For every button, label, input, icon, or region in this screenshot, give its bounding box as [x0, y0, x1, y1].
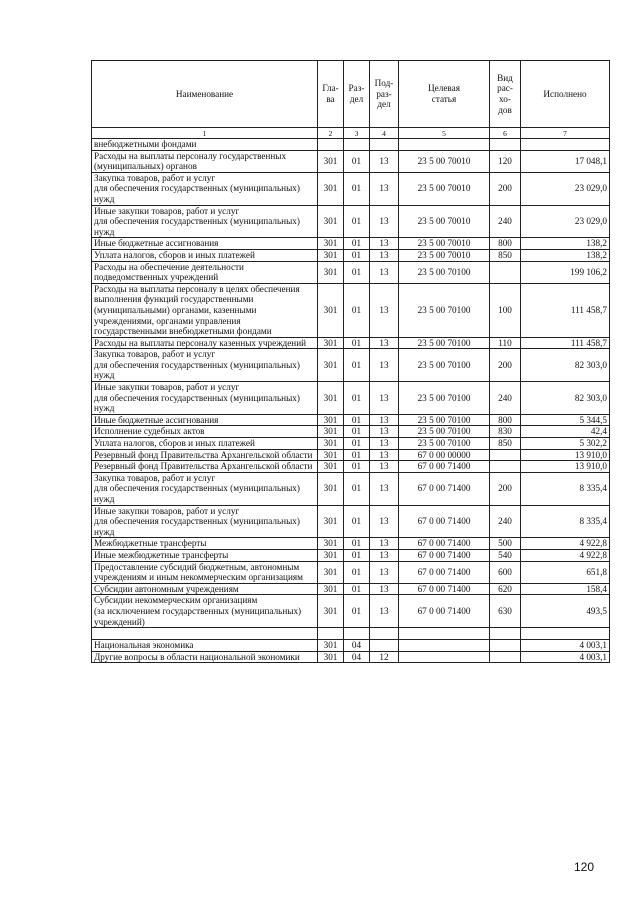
row-vid [490, 449, 521, 461]
row-razdel: 01 [344, 538, 370, 550]
row-glava: 301 [318, 438, 344, 450]
row-target: 23 5 00 70010 [399, 249, 490, 261]
row-razdel: 01 [344, 337, 370, 349]
row-target: 67 0 00 71400 [399, 538, 490, 550]
row-name: Иные закупки товаров, работ и услуг для обеспечения государственных (муниципальных) нужд [92, 505, 318, 538]
table-row [92, 172, 610, 205]
row-name: Закупка товаров, работ и услуг для обеспечения государственных (муниципальных) нужд [92, 172, 318, 205]
row-podrazdel: 13 [370, 583, 399, 595]
header-name: Наименование [92, 61, 318, 128]
row-name: Исполнение судебных актов [92, 426, 318, 438]
row-razdel: 01 [344, 238, 370, 250]
row-glava: 301 [318, 505, 344, 538]
row-executed: 8 335,4 [521, 472, 610, 505]
row-vid: 540 [490, 549, 521, 561]
row-podrazdel: 13 [370, 438, 399, 450]
row-target: 67 0 00 71400 [399, 461, 490, 473]
column-number: 6 [490, 128, 521, 139]
row-executed: 111 458,7 [521, 337, 610, 349]
row-podrazdel: 13 [370, 172, 399, 205]
row-vid: 600 [490, 561, 521, 583]
row-executed: 13 910,0 [521, 461, 610, 473]
row-razdel: 01 [344, 583, 370, 595]
row-executed: 4 003,1 [521, 651, 610, 663]
table-row [92, 505, 610, 538]
row-executed: 138,2 [521, 249, 610, 261]
row-executed: 111 458,7 [521, 283, 610, 337]
row-vid [490, 261, 521, 283]
row-name: Субсидии автономным учреждениям [92, 583, 318, 595]
row-target: 67 0 00 71400 [399, 549, 490, 561]
row-podrazdel: 13 [370, 472, 399, 505]
row-vid: 830 [490, 426, 521, 438]
row-glava: 301 [318, 538, 344, 550]
row-vid: 240 [490, 382, 521, 415]
row-glava: 301 [318, 205, 344, 238]
table-row [92, 337, 610, 349]
row-razdel: 01 [344, 261, 370, 283]
row-vid [490, 651, 521, 663]
row-executed: 5 302,2 [521, 438, 610, 450]
row-target: 23 5 00 70010 [399, 150, 490, 172]
row-podrazdel: 13 [370, 414, 399, 426]
table-row [92, 261, 610, 283]
row-target: 67 0 00 71400 [399, 472, 490, 505]
row-name: Расходы на выплаты персоналу казенных учреждений [92, 337, 318, 349]
table-row [92, 538, 610, 550]
row-glava: 301 [318, 249, 344, 261]
row-podrazdel: 13 [370, 595, 399, 628]
row-executed: 8 335,4 [521, 505, 610, 538]
row-razdel: 01 [344, 561, 370, 583]
row-vid: 800 [490, 414, 521, 426]
table-row [92, 150, 610, 172]
row-executed: 42,4 [521, 426, 610, 438]
row-name: Иные закупки товаров, работ и услуг для обеспечения государственных (муниципальных) нужд [92, 205, 318, 238]
row-razdel [344, 628, 370, 640]
row-name: Расходы на обеспечение деятельности подведомственных учреждений [92, 261, 318, 283]
row-target: 23 5 00 70100 [399, 426, 490, 438]
row-target: 23 5 00 70100 [399, 337, 490, 349]
row-glava [318, 628, 344, 640]
column-number-row [92, 128, 610, 139]
row-podrazdel: 13 [370, 382, 399, 415]
row-target [399, 640, 490, 652]
row-name: Уплата налогов, сборов и иных платежей [92, 438, 318, 450]
row-glava: 301 [318, 595, 344, 628]
column-number: 2 [318, 128, 344, 139]
row-name: Иные бюджетные ассигнования [92, 414, 318, 426]
row-executed: 23 029,0 [521, 205, 610, 238]
header-row [92, 61, 610, 128]
row-glava: 301 [318, 283, 344, 337]
table-row [92, 640, 610, 652]
table-row [92, 628, 610, 640]
table-body [92, 139, 610, 663]
row-podrazdel: 13 [370, 561, 399, 583]
row-vid: 500 [490, 538, 521, 550]
row-vid: 100 [490, 283, 521, 337]
page-number: 120 [574, 860, 595, 874]
row-vid: 120 [490, 150, 521, 172]
row-razdel [344, 139, 370, 151]
row-glava: 301 [318, 561, 344, 583]
row-vid: 200 [490, 349, 521, 382]
row-name: Предоставление субсидий бюджетным, автономным учреждениям и иным некоммерческим организациям [92, 561, 318, 583]
row-razdel: 01 [344, 150, 370, 172]
row-vid: 240 [490, 205, 521, 238]
row-executed: 4 003,1 [521, 640, 610, 652]
header-glava: Гла- ва [318, 61, 344, 128]
row-target [399, 628, 490, 640]
row-glava: 301 [318, 238, 344, 250]
header-target: Целевая статья [399, 61, 490, 128]
row-podrazdel: 13 [370, 261, 399, 283]
row-name: Иные межбюджетные трансферты [92, 549, 318, 561]
row-target: 23 5 00 70100 [399, 283, 490, 337]
table-row [92, 651, 610, 663]
table-row [92, 283, 610, 337]
table-row [92, 139, 610, 151]
row-podrazdel: 13 [370, 238, 399, 250]
row-name: Иные закупки товаров, работ и услуг для обеспечения государственных (муниципальных) нужд [92, 382, 318, 415]
row-podrazdel: 13 [370, 426, 399, 438]
row-glava: 301 [318, 651, 344, 663]
row-executed: 5 344,5 [521, 414, 610, 426]
row-podrazdel [370, 628, 399, 640]
row-razdel: 01 [344, 426, 370, 438]
row-executed: 158,4 [521, 583, 610, 595]
row-razdel: 01 [344, 472, 370, 505]
row-razdel: 01 [344, 438, 370, 450]
table-row [92, 438, 610, 450]
header-razdel: Раз- дел [344, 61, 370, 128]
row-glava: 301 [318, 461, 344, 473]
row-vid: 850 [490, 438, 521, 450]
header-executed: Исполнено [521, 61, 610, 128]
row-executed: 82 303,0 [521, 382, 610, 415]
row-name: Расходы на выплаты персоналу государственных (муниципальных) органов [92, 150, 318, 172]
row-glava: 301 [318, 349, 344, 382]
row-razdel: 01 [344, 172, 370, 205]
row-name: Резервный фонд Правительства Архангельской области [92, 461, 318, 473]
row-executed [521, 139, 610, 151]
row-podrazdel: 13 [370, 205, 399, 238]
row-name: Уплата налогов, сборов и иных платежей [92, 249, 318, 261]
row-executed [521, 628, 610, 640]
row-glava: 301 [318, 449, 344, 461]
row-glava: 301 [318, 426, 344, 438]
row-name: Национальная экономика [92, 640, 318, 652]
column-number: 4 [370, 128, 399, 139]
row-glava: 301 [318, 549, 344, 561]
row-target [399, 139, 490, 151]
table-row [92, 583, 610, 595]
row-target: 23 5 00 70010 [399, 205, 490, 238]
row-executed: 199 106,2 [521, 261, 610, 283]
row-target: 67 0 00 00000 [399, 449, 490, 461]
budget-table [91, 60, 610, 663]
table-row [92, 414, 610, 426]
row-name: Иные бюджетные ассигнования [92, 238, 318, 250]
row-vid: 800 [490, 238, 521, 250]
column-number: 5 [399, 128, 490, 139]
row-razdel: 04 [344, 651, 370, 663]
row-target [399, 651, 490, 663]
row-podrazdel [370, 139, 399, 151]
table-row [92, 472, 610, 505]
row-glava: 301 [318, 640, 344, 652]
table-row [92, 449, 610, 461]
row-name [92, 628, 318, 640]
row-glava: 301 [318, 337, 344, 349]
row-podrazdel: 13 [370, 150, 399, 172]
table-row [92, 595, 610, 628]
row-razdel: 01 [344, 549, 370, 561]
row-glava: 301 [318, 261, 344, 283]
row-executed: 17 048,1 [521, 150, 610, 172]
row-vid: 620 [490, 583, 521, 595]
row-executed: 13 910,0 [521, 449, 610, 461]
row-name: Субсидии некоммерческим организациям (за исключением государственных (муниципальных) учреждений) [92, 595, 318, 628]
row-name: Резервный фонд Правительства Архангельской области [92, 449, 318, 461]
row-target: 67 0 00 71400 [399, 595, 490, 628]
row-vid: 850 [490, 249, 521, 261]
row-executed: 4 922,8 [521, 549, 610, 561]
row-target: 67 0 00 71400 [399, 505, 490, 538]
row-razdel: 01 [344, 505, 370, 538]
row-target: 23 5 00 70100 [399, 349, 490, 382]
row-target: 23 5 00 70100 [399, 382, 490, 415]
row-vid: 200 [490, 172, 521, 205]
row-name: Закупка товаров, работ и услуг для обеспечения государственных (муниципальных) нужд [92, 472, 318, 505]
row-glava: 301 [318, 583, 344, 595]
row-vid [490, 628, 521, 640]
table-row [92, 382, 610, 415]
row-vid: 240 [490, 505, 521, 538]
row-glava: 301 [318, 472, 344, 505]
row-razdel: 01 [344, 461, 370, 473]
row-name: Другие вопросы в области национальной экономики [92, 651, 318, 663]
row-executed: 23 029,0 [521, 172, 610, 205]
table-row [92, 249, 610, 261]
row-name: Расходы на выплаты персоналу в целях обеспечения выполнения функций государственными (муниципальными) органами, казенными учреждениями, органами управления государственными внебюджетными фондами [92, 283, 318, 337]
row-target: 23 5 00 70100 [399, 261, 490, 283]
row-target: 67 0 00 71400 [399, 583, 490, 595]
row-razdel: 01 [344, 349, 370, 382]
row-vid: 110 [490, 337, 521, 349]
table-row [92, 426, 610, 438]
table-row [92, 205, 610, 238]
row-razdel: 01 [344, 414, 370, 426]
row-executed: 82 303,0 [521, 349, 610, 382]
table-row [92, 549, 610, 561]
row-name: Закупка товаров, работ и услуг для обеспечения государственных (муниципальных) нужд [92, 349, 318, 382]
row-podrazdel: 13 [370, 449, 399, 461]
row-executed: 4 922,8 [521, 538, 610, 550]
row-target: 23 5 00 70100 [399, 414, 490, 426]
row-razdel: 04 [344, 640, 370, 652]
row-name: внебюджетными фондами [92, 139, 318, 151]
row-podrazdel: 13 [370, 283, 399, 337]
row-executed: 493,5 [521, 595, 610, 628]
row-razdel: 01 [344, 205, 370, 238]
row-target: 23 5 00 70100 [399, 438, 490, 450]
row-podrazdel [370, 640, 399, 652]
row-podrazdel: 13 [370, 505, 399, 538]
row-target: 23 5 00 70010 [399, 238, 490, 250]
row-executed: 138,2 [521, 238, 610, 250]
row-glava [318, 139, 344, 151]
header-vid: Вид рас- хо- дов [490, 61, 521, 128]
row-vid: 630 [490, 595, 521, 628]
row-razdel: 01 [344, 249, 370, 261]
row-target: 23 5 00 70010 [399, 172, 490, 205]
row-razdel: 01 [344, 382, 370, 415]
table-row [92, 461, 610, 473]
row-razdel: 01 [344, 595, 370, 628]
table-row [92, 349, 610, 382]
column-number: 3 [344, 128, 370, 139]
row-podrazdel: 13 [370, 337, 399, 349]
row-podrazdel: 13 [370, 549, 399, 561]
row-razdel: 01 [344, 449, 370, 461]
row-vid [490, 640, 521, 652]
row-podrazdel: 12 [370, 651, 399, 663]
row-razdel: 01 [344, 283, 370, 337]
row-podrazdel: 13 [370, 249, 399, 261]
row-glava: 301 [318, 150, 344, 172]
row-vid: 200 [490, 472, 521, 505]
column-number: 1 [92, 128, 318, 139]
row-glava: 301 [318, 172, 344, 205]
row-podrazdel: 13 [370, 461, 399, 473]
row-podrazdel: 13 [370, 349, 399, 382]
row-glava: 301 [318, 382, 344, 415]
row-podrazdel: 13 [370, 538, 399, 550]
row-vid [490, 461, 521, 473]
header-podrazdel: Под- раз- дел [370, 61, 399, 128]
table-row [92, 561, 610, 583]
column-number: 7 [521, 128, 610, 139]
row-target: 67 0 00 71400 [399, 561, 490, 583]
row-executed: 651,8 [521, 561, 610, 583]
row-name: Межбюджетные трансферты [92, 538, 318, 550]
row-vid [490, 139, 521, 151]
table-row [92, 238, 610, 250]
row-glava: 301 [318, 414, 344, 426]
